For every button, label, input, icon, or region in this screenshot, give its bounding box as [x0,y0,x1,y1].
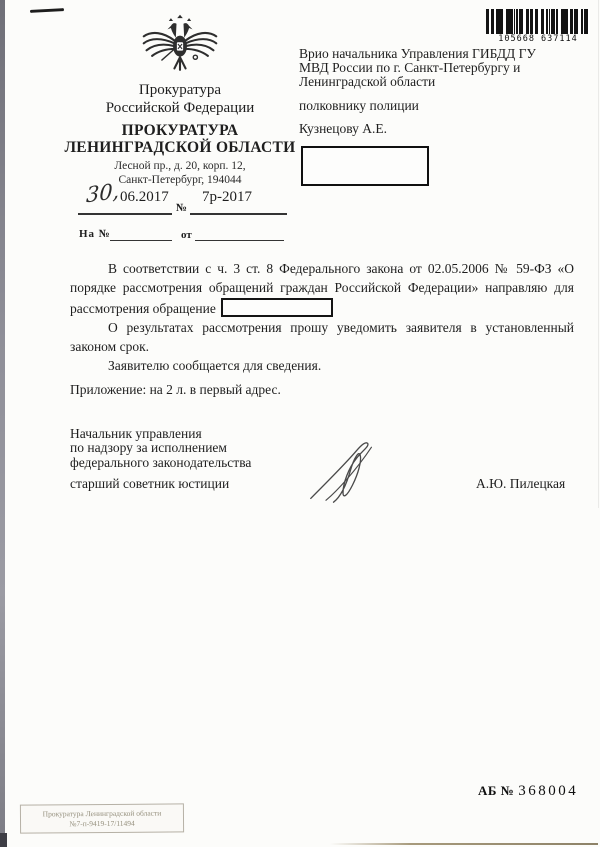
barcode-digits: 105668 637114 [486,34,590,44]
number-underline [190,213,287,215]
redaction-box-recipient [301,146,429,186]
incoming-from-label: от [181,229,192,241]
outgoing-number: 7р-2017 [202,189,252,205]
letter-body [70,259,574,376]
signer-name: А.Ю. Пилецкая [476,476,566,491]
pen-dash-mark [30,8,64,13]
barcode [486,9,590,46]
body-paragraph-1 [70,259,574,318]
incoming-ref-label: На № [79,228,111,240]
scan-edge-corner [0,833,7,847]
recipient-line2: МВД России по г. Санкт-Петербургу и [299,59,521,75]
recipient-line1: Врио начальника Управления ГИБДД ГУ [299,46,536,61]
series-prefix: АБ № [478,783,515,798]
number-sign: № [176,202,188,214]
org-address-line2: Санкт-Петербург, 194044 [118,173,242,186]
stamp-line1: Прокуратура Ленинградской области [42,808,162,819]
outgoing-date: 06.2017 [120,189,169,205]
date-underline [78,213,172,215]
recipient-name: Кузнецову А.Е. [299,121,388,137]
inline-redaction-box [221,298,333,317]
handwritten-signature-icon [303,432,383,506]
org-name-line1: Прокуратура [138,82,222,98]
scan-edge-bottom [330,843,598,845]
incoming-from-underline [195,240,284,241]
recipient-line3: Ленинградской области [299,73,436,89]
series-digits: 368004 [518,783,579,799]
scan-edge-left [0,0,5,847]
signer-rank: старший советник юстиции [70,476,230,491]
org-bold-line1: ПРОКУРАТУРА [121,122,239,139]
body-paragraph-3: Заявителю сообщается для сведения. [108,358,322,374]
incoming-ref-underline [110,240,172,241]
form-series-number [478,782,578,800]
body-paragraph-1-text: В соответствии с ч. 3 ст. 8 Федерального закона от 02.05.2006 № 59-ФЗ «О порядке рассмотрения обращений граждан Российской Федерации» направляю для рассмотрения обращение [70,261,574,316]
signer-title-line3: федерального законодательства [70,454,252,470]
barcode-bars-icon [486,9,590,37]
body-paragraph-2: О результатах рассмотрения прошу уведомить заявителя в установленный законом срок. [70,319,574,355]
recipient-block [299,47,591,136]
attachment-line: Приложение: на 2 л. в первый адрес. [70,382,281,397]
signer-title-line2: по надзору за исполнением [70,440,227,456]
stamp-line2: №7-п-9419-17/11494 [69,818,135,829]
recipient-rank: полковнику полиции [299,98,419,114]
signer-title-line1: Начальник управления [70,426,202,441]
scan-edge-right [598,0,599,508]
coat-of-arms-eagle-icon [138,14,222,74]
org-bold-line2: ЛЕНИНГРАДСКОЙ ОБЛАСТИ [64,138,296,156]
handwritten-day: 30, [85,178,120,208]
signer-title [70,427,251,470]
org-address-line1: Лесной пр., д. 20, корп. 12, [114,160,246,172]
registration-stamp [20,803,184,833]
letterhead [40,14,320,187]
org-name-line2: Российской Федерации [105,100,255,116]
